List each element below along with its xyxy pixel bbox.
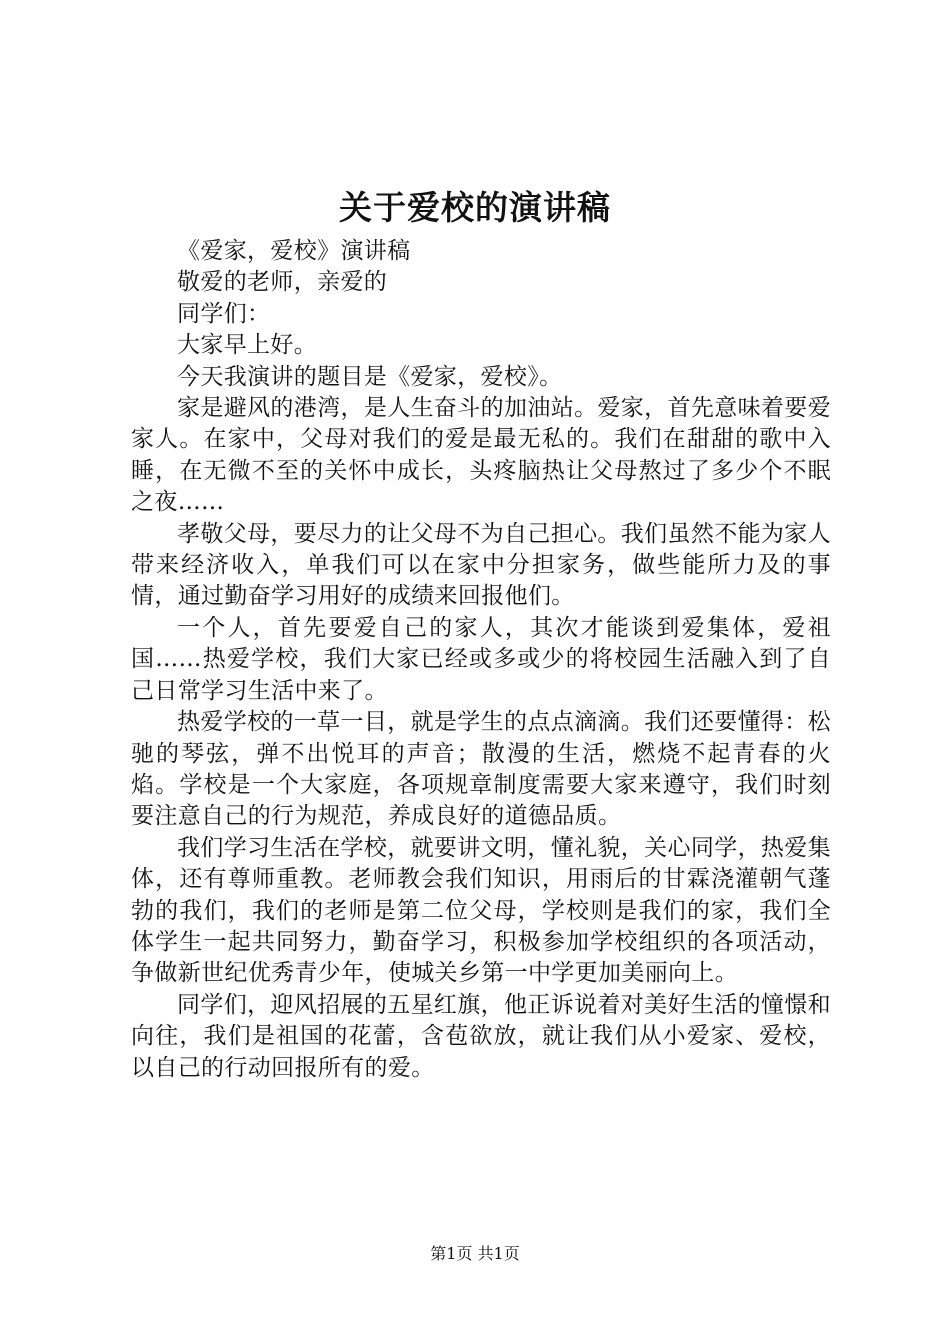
paragraph: 大家早上好。 xyxy=(177,332,318,359)
document-title: 关于爱校的演讲稿 xyxy=(339,188,611,227)
paragraph: 同学们，迎风招展的五星红旗，他正诉说着对美好生活的憧憬和向往，我们是祖国的花蕾，含苞欲放，就让我们从小爱家、爱校，以自己的行动回报所有的爱。 xyxy=(131,991,831,1081)
paragraph: 孝敬父母，要尽力的让父母不为自己担心。我们虽然不能为家人带来经济收入，单我们可以在家中分担家务，做些能所力及的事情，通过勤奋学习用好的成绩来回报他们。 xyxy=(131,520,831,610)
document-body xyxy=(131,236,831,1084)
paragraph: 一个人，首先要爱自己的家人，其次才能谈到爱集体，爱祖国……热爱学校，我们大家已经或多或少的将校园生活融入到了自己日常学习生活中来了。 xyxy=(131,614,831,704)
paragraph: 《爱家，爱校》演讲稿 xyxy=(177,238,411,264)
paragraph: 热爱学校的一草一目，就是学生的点点滴滴。我们还要懂得：松驰的琴弦，弹不出悦耳的声音；散漫的生活，燃烧不起青春的火焰。学校是一个大家庭，各项规章制度需要大家来遵守，我们时刻要注意自己的行为规范，养成良好的道德品质。 xyxy=(131,709,831,830)
paragraph: 今天我演讲的题目是《爱家，爱校》。 xyxy=(177,363,563,390)
paragraph: 同学们： xyxy=(177,300,271,327)
page-number-footer: 第1页 共1页 xyxy=(430,1244,520,1263)
paragraph: 家是避风的港湾，是人生奋斗的加油站。爱家，首先意味着要爱家人。在家中，父母对我们的爱是最无私的。我们在甜甜的歌中入睡，在无微不至的关怀中成长，头疼脑热让父母熬过了多少个不眠之夜…… xyxy=(131,395,831,516)
paragraph: 敬爱的老师，亲爱的 xyxy=(177,269,388,296)
paragraph: 我们学习生活在学校，就要讲文明，懂礼貌，关心同学，热爱集体，还有尊师重教。老师教会我们知识，用雨后的甘霖浇灌朝气蓬勃的我们，我们的老师是第二位父母，学校则是我们的家，我们全体学生一起共同努力，勤奋学习，积极参加学校组织的各项活动，争做新世纪优秀青少年，使城关乡第一中学更加美丽向上。 xyxy=(131,834,831,987)
